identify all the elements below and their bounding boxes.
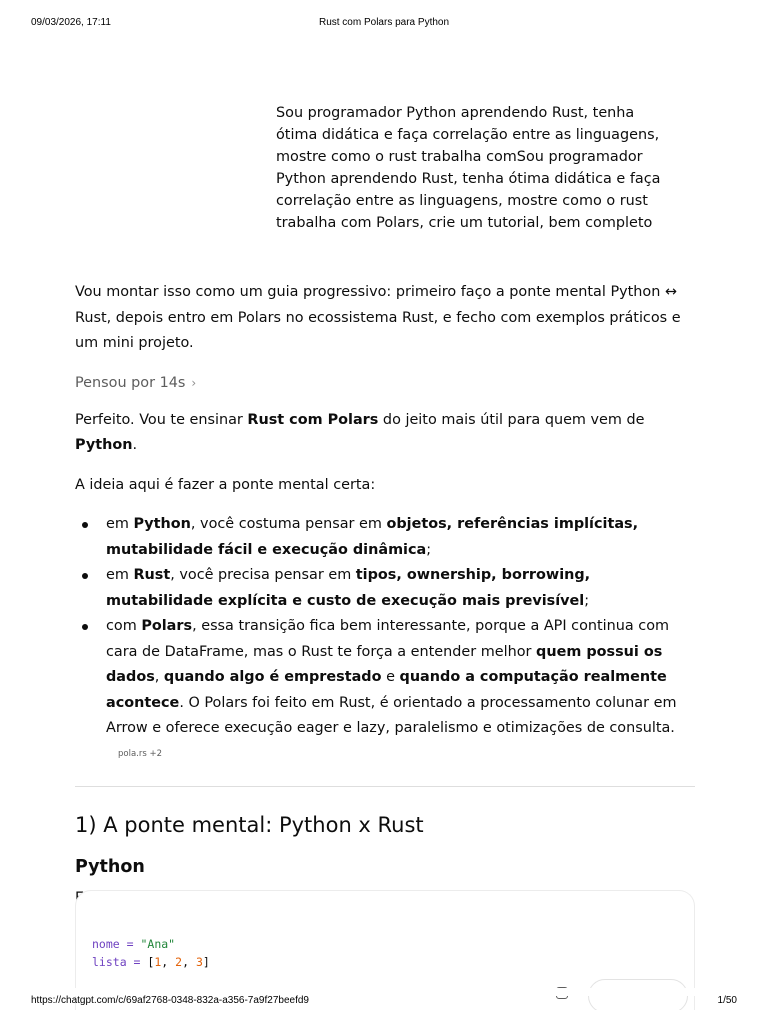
text-run: do jeito mais útil para quem vem de — [378, 411, 645, 428]
list-item — [75, 563, 695, 614]
code-token: , — [182, 955, 196, 969]
intro-paragraph: Vou montar isso como um guia progressivo: primeiro faço a ponte mental Python ↔ Rust, depois entro em Polars no ecossistema Rust, e fecho com exemplos práticos e um mini projeto. — [75, 284, 681, 351]
bold-text: quem possui os dados — [106, 643, 663, 685]
assistant-response — [75, 280, 695, 912]
code-token: "Ana" — [140, 937, 176, 951]
code-token: [ — [147, 955, 155, 969]
text-run: , você precisa pensar em — [170, 567, 356, 583]
text-run: . O Polars foi feito em Rust, é orientado a processamento colunar em Arrow e oferece execução eager e lazy, paralelismo e otimizações de consulta. — [106, 694, 677, 736]
print-header — [0, 17, 768, 31]
bold-text: Rust — [133, 567, 171, 583]
code-token: nome — [92, 937, 120, 951]
bullet-list — [75, 512, 695, 767]
print-url: https://chatgpt.com/c/69af2768-0348-832a-a356-7a9f27beefd9 — [31, 995, 309, 1006]
code-token: 3 — [195, 955, 203, 969]
text-run: ; — [584, 592, 590, 609]
bold-text: objetos, referências implícitas, mutabilidade fácil e execução dinâmica — [106, 516, 639, 558]
print-datetime: 09/03/2026, 17:11 — [31, 17, 111, 28]
bold-text: quando a computação realmente acontece — [106, 669, 667, 711]
text-run: , — [154, 669, 164, 685]
bullet-dot — [82, 624, 88, 630]
bold-text: Python — [75, 437, 133, 453]
bold-text: quando algo é emprestado — [163, 669, 382, 685]
print-title: Rust com Polars para Python — [318, 17, 450, 28]
thought-label: Pensou por 14s — [75, 374, 186, 391]
bold-text: tipos, ownership, borrowing, mutabilidade explícita e custo de execução mais previsível — [106, 567, 591, 609]
page-number: 1/50 — [717, 995, 737, 1006]
code-token: 1 — [154, 955, 162, 969]
list-item — [75, 512, 695, 563]
code-line — [92, 935, 210, 953]
code-token: , — [161, 955, 176, 969]
text-run: Perfeito. Vou te ensinar — [75, 411, 248, 428]
user-message: Sou programador Python aprendendo Rust, tenha ótima didática e faça correlação entre as linguagens, mostre como o rust trabalha comSou programador Python aprendendo Rust, tenha ótima didática e faça correlação entre as linguagens, mostre como o rust trabalha com Polars, crie um tutorial, bem completo — [276, 105, 661, 231]
bullet-dot — [82, 573, 88, 579]
code-token: = — [119, 937, 141, 951]
code-token: ] — [202, 955, 210, 969]
divider — [75, 786, 695, 787]
text-run: em — [106, 567, 134, 583]
code-content — [92, 935, 210, 971]
code-line — [92, 953, 210, 971]
code-token: = — [126, 955, 148, 969]
bullet-dot — [82, 522, 88, 528]
subsection-title: Python — [75, 857, 145, 877]
bold-text: Polars — [141, 618, 193, 634]
citation-badge[interactable]: pola.rs +2 — [118, 748, 163, 759]
list-item — [75, 614, 695, 767]
bold-text: Rust com Polars — [247, 411, 379, 428]
text-run: . — [132, 437, 138, 453]
text-run: ; — [426, 541, 432, 558]
text-run: , essa transição fica bem interessante, porque a API continua com cara de DataFrame, mas o Rust te força a entender melhor — [106, 618, 670, 660]
chevron-right-icon: › — [191, 375, 197, 390]
code-token: lista — [92, 955, 127, 969]
print-footer — [0, 995, 768, 1009]
section-title: 1) A ponte mental: Python x Rust — [75, 813, 424, 837]
bold-text: Python — [133, 516, 191, 532]
text-run: com — [106, 618, 142, 634]
text-run: e — [381, 669, 400, 685]
thought-toggle[interactable] — [75, 371, 695, 396]
text-run: , você costuma pensar em — [190, 516, 387, 532]
code-token: 2 — [175, 955, 183, 969]
text-run: em — [106, 516, 134, 532]
ideia-paragraph: A ideia aqui é fazer a ponte mental certa: — [75, 476, 376, 493]
perfeito-paragraph — [75, 408, 695, 459]
